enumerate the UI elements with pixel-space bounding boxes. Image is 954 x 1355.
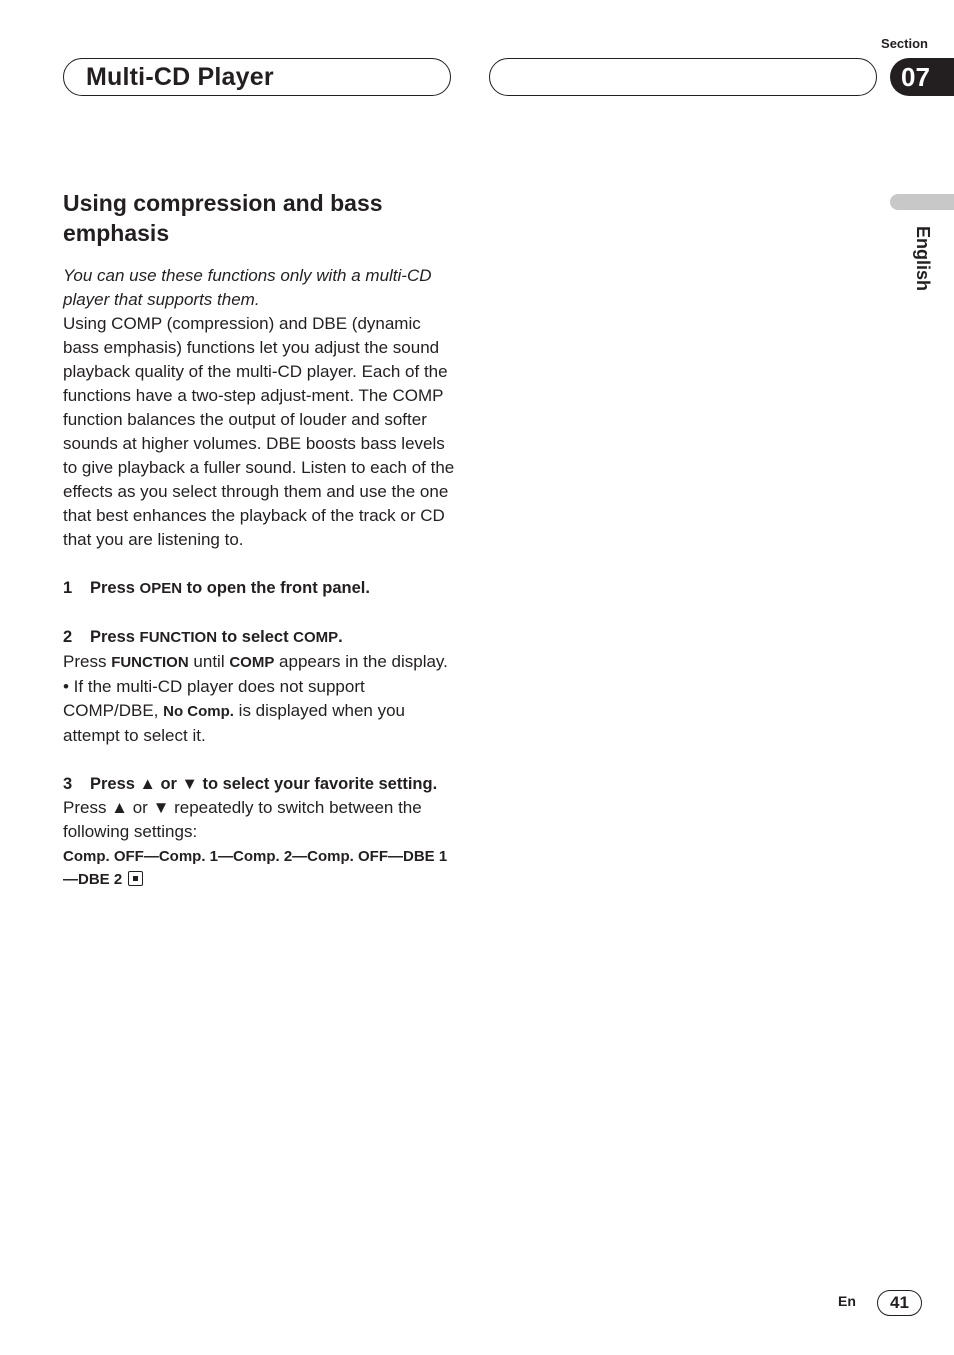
language-tab-bar [890,194,954,210]
key-function: FUNCTION [139,629,218,646]
key-open: OPEN [139,580,183,597]
section-number: 07 [901,62,930,92]
step-3-heading: 3 Press ▲ or ▼ to select your favorite setting. [63,772,455,796]
key-comp: COMP [229,654,275,671]
step-number: 2 [63,628,73,646]
step-number: 1 [63,579,73,597]
step-3-description: Press ▲ or ▼ repeatedly to switch between the following settings: [63,798,422,841]
article-heading: Using compression and bass emphasis [63,190,383,246]
footer-language: En [838,1293,856,1309]
step-2-note: • If the multi-CD player does not support COMP/DBE, No Comp. is displayed when you attempt to select it. [63,677,405,745]
language-label: English [913,226,933,292]
page-number: 41 [877,1290,922,1316]
header-blank-box [489,58,877,96]
stop-square-icon [128,871,143,886]
section-tab [890,58,954,96]
key-function: FUNCTION [111,654,189,671]
display-no-comp: No Comp. [163,703,234,720]
step-2-heading: 2 Press FUNCTION to select COMP. [63,625,455,650]
article [63,188,455,891]
header-title-box [63,58,451,96]
step-2-description: Press FUNCTION until COMP appears in the display. [63,652,448,671]
step-1-heading: 1 Press OPEN to open the front panel. [63,576,455,601]
section-label: Section [881,36,928,51]
page-title: Multi-CD Player [86,63,274,91]
settings-sequence: Comp. OFF—Comp. 1—Comp. 2—Comp. OFF—DBE 1—DBE 2 [63,848,448,888]
article-intro: You can use these functions only with a multi-CD player that supports them. [63,266,432,309]
article-body: Using COMP (compression) and DBE (dynamic bass emphasis) functions let you adjust the sound playback quality of the multi-CD player. Each of the functions have a two-step adjust-ment. The COMP function balances the output of louder and softer sounds at higher volumes. DBE boosts bass levels to give playback a fuller sound. Listen to each of the effects as you select through them and use the one that best enhances the playback of the track or CD that you are listening to. [63,314,455,549]
step-number: 3 [63,775,73,793]
key-comp: COMP [293,629,339,646]
